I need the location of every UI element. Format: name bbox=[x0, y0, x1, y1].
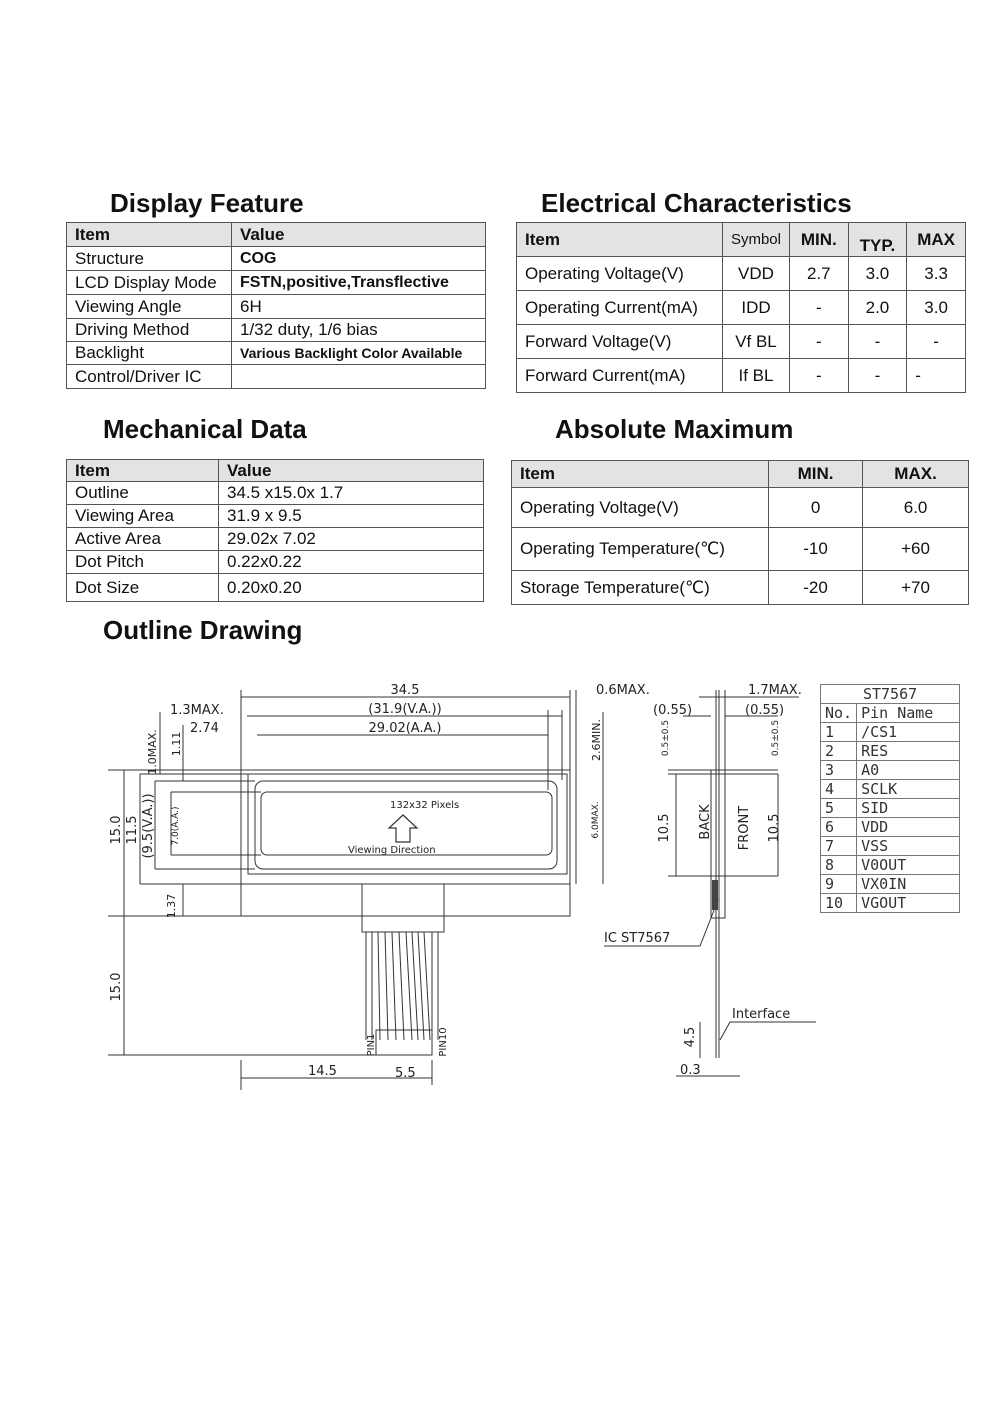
item-cell: Operating Temperature(℃) bbox=[512, 528, 769, 571]
dim-label: 10.5 bbox=[657, 813, 672, 843]
max-cell: - bbox=[907, 325, 966, 359]
dim-label: 11.5 bbox=[125, 815, 140, 845]
pin-name: VSS bbox=[857, 837, 960, 856]
table-row bbox=[821, 837, 960, 856]
symbol-cell: VDD bbox=[722, 257, 789, 291]
dim-label: 1.11 bbox=[170, 731, 183, 757]
table-row bbox=[67, 319, 486, 342]
pin-name: SCLK bbox=[857, 780, 960, 799]
table-row bbox=[67, 482, 484, 505]
symbol-cell: If BL bbox=[722, 359, 789, 393]
pin-name: VDD bbox=[857, 818, 960, 837]
min-cell: - bbox=[790, 291, 849, 325]
item-cell: Structure bbox=[67, 247, 232, 271]
dim-label: 14.5 bbox=[308, 1064, 337, 1079]
column-header: MAX bbox=[907, 223, 966, 257]
dim-label: 2.74 bbox=[190, 721, 219, 736]
table-row bbox=[67, 295, 486, 319]
display-feature-heading: Display Feature bbox=[110, 188, 304, 218]
max-cell: +70 bbox=[863, 571, 969, 605]
column-header: TYP. bbox=[848, 223, 907, 257]
item-cell: Viewing Angle bbox=[67, 295, 232, 319]
pin-number: 6 bbox=[821, 818, 857, 837]
value-cell: 31.9 x 9.5 bbox=[219, 505, 484, 528]
min-cell: - bbox=[790, 359, 849, 393]
dim-label: 2.6MIN. bbox=[590, 719, 603, 761]
dim-label: (9.5(V.A.)) bbox=[141, 793, 156, 859]
table-row bbox=[821, 742, 960, 761]
pin-number: 2 bbox=[821, 742, 857, 761]
glass-outline bbox=[248, 774, 567, 874]
value-cell: 0.22x0.22 bbox=[219, 551, 484, 574]
table-row bbox=[821, 894, 960, 913]
column-header: Item bbox=[512, 461, 769, 488]
table-row bbox=[67, 505, 484, 528]
symbol-cell: IDD bbox=[722, 291, 789, 325]
pin1-label: PIN1 bbox=[366, 1033, 377, 1057]
table-row bbox=[512, 488, 969, 528]
typ-cell: - bbox=[848, 359, 907, 393]
back-label: BACK bbox=[698, 804, 713, 840]
mechanical-heading: Mechanical Data bbox=[103, 414, 307, 444]
dim-label: 1.7MAX. bbox=[748, 683, 802, 698]
table-row bbox=[821, 780, 960, 799]
typ-cell: - bbox=[848, 325, 907, 359]
value-cell: 0.20x0.20 bbox=[219, 574, 484, 602]
min-cell: -20 bbox=[769, 571, 863, 605]
pin-table-title: ST7567 bbox=[821, 685, 960, 704]
value-cell: FSTN,positive,Transflective bbox=[232, 271, 486, 295]
table-row bbox=[821, 799, 960, 818]
dim-label: 5.5 bbox=[395, 1066, 416, 1081]
pin-number: 1 bbox=[821, 723, 857, 742]
column-header: Item bbox=[67, 223, 232, 247]
item-cell: Active Area bbox=[67, 528, 219, 551]
table-row bbox=[821, 761, 960, 780]
table-row bbox=[821, 875, 960, 894]
table-row bbox=[517, 291, 966, 325]
item-cell: Forward Current(mA) bbox=[517, 359, 723, 393]
item-cell: Dot Size bbox=[67, 574, 219, 602]
dim-label: 0.6MAX. bbox=[596, 683, 650, 698]
column-header: Value bbox=[232, 223, 486, 247]
item-cell: Storage Temperature(℃) bbox=[512, 571, 769, 605]
dim-label: (31.9(V.A.)) bbox=[368, 702, 442, 717]
mechanical-table bbox=[66, 459, 484, 602]
item-cell: Control/Driver IC bbox=[67, 365, 232, 389]
typ-cell: 3.0 bbox=[848, 257, 907, 291]
column-header: No. bbox=[821, 704, 857, 723]
front-label: FRONT bbox=[737, 805, 752, 851]
value-cell bbox=[232, 365, 486, 389]
table-row bbox=[67, 551, 484, 574]
pin-name: VX0IN bbox=[857, 875, 960, 894]
column-header: MIN. bbox=[769, 461, 863, 488]
dim-label: 1.37 bbox=[165, 893, 178, 919]
pin-number: 5 bbox=[821, 799, 857, 818]
dim-label: 6.0MAX. bbox=[591, 801, 601, 839]
absolute-table bbox=[511, 460, 969, 605]
min-cell: - bbox=[790, 325, 849, 359]
value-cell: 6H bbox=[232, 295, 486, 319]
table-row bbox=[821, 723, 960, 742]
min-cell: 2.7 bbox=[790, 257, 849, 291]
dim-label: (0.55) bbox=[653, 703, 693, 718]
outline-heading: Outline Drawing bbox=[103, 615, 303, 645]
dim-label: 1.0MAX. bbox=[146, 729, 159, 775]
pin-name: VGOUT bbox=[857, 894, 960, 913]
ic-label: IC ST7567 bbox=[604, 931, 671, 946]
value-cell: 29.02x 7.02 bbox=[219, 528, 484, 551]
interface-leader-line bbox=[720, 1022, 816, 1040]
absolute-heading: Absolute Maximum bbox=[555, 414, 794, 444]
dim-label: 34.5 bbox=[390, 683, 420, 698]
table-row bbox=[517, 325, 966, 359]
pin-name: V0OUT bbox=[857, 856, 960, 875]
pin-number: 7 bbox=[821, 837, 857, 856]
item-cell: Viewing Area bbox=[67, 505, 219, 528]
item-cell: Operating Voltage(V) bbox=[512, 488, 769, 528]
value-cell: 1/32 duty, 1/6 bias bbox=[232, 319, 486, 342]
electrical-table bbox=[516, 222, 966, 393]
item-cell: Dot Pitch bbox=[67, 551, 219, 574]
min-cell: -10 bbox=[769, 528, 863, 571]
electrical-heading: Electrical Characteristics bbox=[541, 188, 852, 218]
dim-label: 0.5±0.5 bbox=[661, 719, 671, 757]
pin10-label: PIN10 bbox=[438, 1027, 449, 1057]
table-row bbox=[512, 571, 969, 605]
item-cell: Operating Current(mA) bbox=[517, 291, 723, 325]
pin-number: 8 bbox=[821, 856, 857, 875]
dim-label: (0.55) bbox=[745, 703, 785, 718]
table-row bbox=[821, 818, 960, 837]
table-row bbox=[67, 365, 486, 389]
column-header: Symbol bbox=[722, 223, 789, 257]
dim-label: 10.5 bbox=[767, 813, 782, 843]
item-cell: Forward Voltage(V) bbox=[517, 325, 723, 359]
item-cell: Outline bbox=[67, 482, 219, 505]
pin-number: 4 bbox=[821, 780, 857, 799]
pin-number: 3 bbox=[821, 761, 857, 780]
max-cell: 3.0 bbox=[907, 291, 966, 325]
fpc-traces bbox=[366, 932, 438, 1040]
arrow-up-icon bbox=[389, 815, 417, 842]
ic-chip bbox=[712, 880, 718, 910]
table-row bbox=[67, 271, 486, 295]
max-cell: 6.0 bbox=[863, 488, 969, 528]
dim-label: 15.0 bbox=[109, 972, 124, 1002]
display-feature-table bbox=[66, 222, 486, 389]
column-header: Item bbox=[517, 223, 723, 257]
max-cell: - bbox=[907, 359, 966, 393]
column-header: MAX. bbox=[863, 461, 969, 488]
column-header: Item bbox=[67, 460, 219, 482]
max-cell: 3.3 bbox=[907, 257, 966, 291]
column-header: Value bbox=[219, 460, 484, 482]
pin-number: 10 bbox=[821, 894, 857, 913]
fpc-body bbox=[362, 884, 444, 932]
table-row bbox=[517, 359, 966, 393]
typ-cell: 2.0 bbox=[848, 291, 907, 325]
pin-number: 9 bbox=[821, 875, 857, 894]
symbol-cell: Vf BL bbox=[722, 325, 789, 359]
pixels-label: 132x32 Pixels bbox=[390, 800, 460, 811]
item-cell: Backlight bbox=[67, 342, 232, 365]
item-cell: Driving Method bbox=[67, 319, 232, 342]
table-row bbox=[512, 528, 969, 571]
dim-label: 0.5±0.5 bbox=[771, 719, 781, 757]
dim-label: 7.0(A.A.) bbox=[171, 806, 181, 846]
column-header: MIN. bbox=[790, 223, 849, 257]
dim-label: 0.3 bbox=[680, 1063, 701, 1078]
table-row bbox=[67, 342, 486, 365]
table-row bbox=[517, 257, 966, 291]
dim-label: 1.3MAX. bbox=[170, 703, 224, 718]
table-row bbox=[67, 574, 484, 602]
min-cell: 0 bbox=[769, 488, 863, 528]
dim-label: 15.0 bbox=[109, 815, 124, 845]
pin-name: RES bbox=[857, 742, 960, 761]
dim-label: 29.02(A.A.) bbox=[368, 721, 442, 736]
interface-label: Interface bbox=[732, 1007, 791, 1022]
table-row bbox=[821, 856, 960, 875]
pin-name: A0 bbox=[857, 761, 960, 780]
pin-table bbox=[820, 684, 960, 913]
table-row bbox=[67, 528, 484, 551]
max-cell: +60 bbox=[863, 528, 969, 571]
item-cell: LCD Display Mode bbox=[67, 271, 232, 295]
column-header: Pin Name bbox=[857, 704, 960, 723]
viewing-direction-label: Viewing Direction bbox=[348, 845, 436, 856]
table-row bbox=[67, 247, 486, 271]
item-cell: Operating Voltage(V) bbox=[517, 257, 723, 291]
value-cell: 34.5 x15.0x 1.7 bbox=[219, 482, 484, 505]
value-cell: Various Backlight Color Available bbox=[232, 342, 486, 365]
dim-label: 4.5 bbox=[683, 1026, 698, 1048]
pin-name: SID bbox=[857, 799, 960, 818]
value-cell: COG bbox=[232, 247, 486, 271]
pin-name: /CS1 bbox=[857, 723, 960, 742]
